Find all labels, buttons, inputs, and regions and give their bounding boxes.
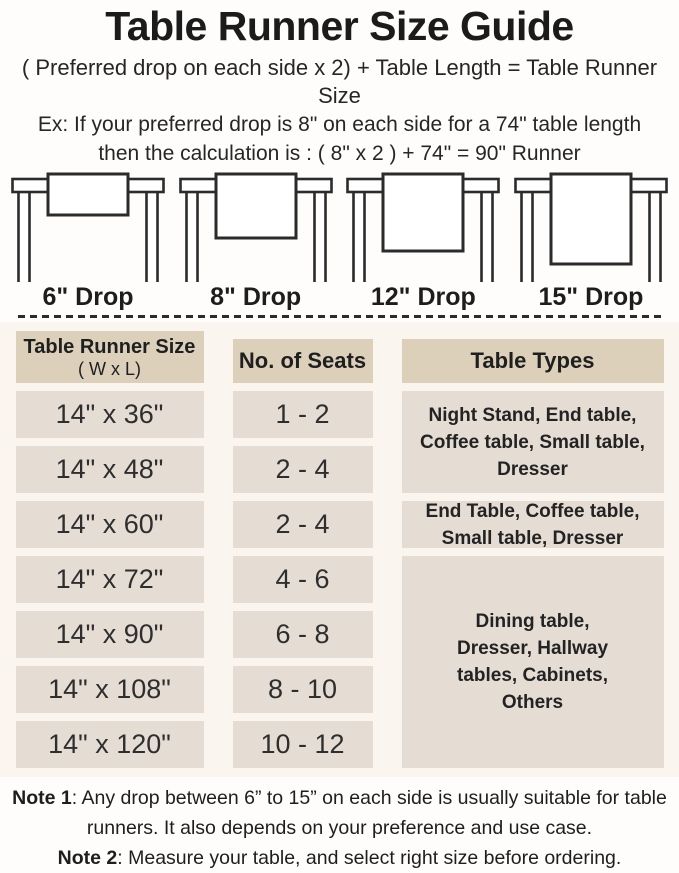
header-line-1: Table Runner Size: [23, 335, 196, 358]
note-2: [6, 843, 673, 873]
drop-label: 8" Drop: [210, 283, 302, 311]
seats-cell: 8 - 10: [233, 666, 373, 713]
illustration-12-drop: [343, 172, 503, 312]
table-leg: [186, 191, 197, 282]
note-1-text: : Any drop between 6” to 15” on each side is usually suitable for table runners. It also depends on your preference and use case.: [71, 787, 667, 839]
formula-text: ( Preferred drop on each side x 2) + Table Length = Table Runner Size: [21, 55, 658, 108]
size-table: [0, 331, 679, 768]
table-types-group-medium: [402, 501, 664, 548]
note-2-label: Note 2: [57, 847, 118, 869]
seats-cell: 10 - 12: [233, 721, 373, 768]
table-types-group-large: [402, 556, 664, 768]
table-runner-diagram-icon: [10, 172, 166, 282]
table-leg: [649, 191, 660, 282]
drop-illustrations: [0, 168, 679, 312]
seats-cell: 1 - 2: [233, 391, 373, 438]
table-types-text: End Table, Coffee table, Small table, Dresser: [425, 500, 640, 549]
page-title: Table Runner Size Guide: [105, 3, 574, 49]
size-cell: 14" x 48": [16, 446, 204, 493]
size-cell: 14" x 60": [16, 501, 204, 548]
note-1-label: Note 1: [12, 787, 72, 809]
table-leg: [354, 191, 365, 282]
seats-cell: 6 - 8: [233, 611, 373, 658]
table-leg: [147, 191, 158, 282]
illustration-15-drop: [511, 172, 671, 312]
table-types-text: Night Stand, End table, Coffee table, Small table, Dresser: [420, 404, 645, 480]
column-header-runner-size: [16, 331, 204, 383]
size-cell: 14" x 120": [16, 721, 204, 768]
column-header-seats: No. of Seats: [233, 339, 373, 383]
size-cell: 14" x 108": [16, 666, 204, 713]
size-cell: 14" x 72": [16, 556, 204, 603]
drop-label: 15" Drop: [538, 283, 644, 311]
table-runner-diagram-icon: [513, 172, 669, 282]
table-leg: [19, 191, 30, 282]
illustration-6-drop: [8, 172, 168, 312]
note-1: [6, 783, 673, 843]
notes-section: [0, 777, 679, 873]
dashed-divider: [18, 315, 661, 318]
seats-cell: 2 - 4: [233, 501, 373, 548]
table-leg: [314, 191, 325, 282]
drop-label: 6" Drop: [42, 283, 134, 311]
size-cell: 14" x 36": [16, 391, 204, 438]
table-leg: [521, 191, 532, 282]
example-line-2: then the calculation is : ( 8" x 2 ) + 74" = 90" Runner: [98, 142, 581, 165]
table-types-group-small: [402, 391, 664, 493]
seats-cell: 2 - 4: [233, 446, 373, 493]
example-line-1: Ex: If your preferred drop is 8" on each side for a 74" table length: [37, 113, 642, 136]
runner: [383, 174, 463, 251]
size-cell: 14" x 90": [16, 611, 204, 658]
seats-cell: 4 - 6: [233, 556, 373, 603]
note-2-text: : Measure your table, and select right size before ordering.: [117, 847, 622, 869]
header-section: [0, 0, 679, 168]
column-header-table-types: Table Types: [402, 339, 664, 383]
runner: [48, 174, 128, 215]
drop-label: 12" Drop: [370, 283, 476, 311]
table-runner-diagram-icon: [178, 172, 334, 282]
size-table-section: [0, 322, 679, 777]
runner: [216, 174, 296, 238]
runner: [551, 174, 631, 264]
table-leg: [482, 191, 493, 282]
table-types-text: Dining table, Dresser, Hallway tables, Cabinets, Others: [456, 611, 609, 713]
table-runner-diagram-icon: [345, 172, 501, 282]
illustration-8-drop: [176, 172, 336, 312]
header-line-2: ( W x L): [78, 358, 141, 379]
